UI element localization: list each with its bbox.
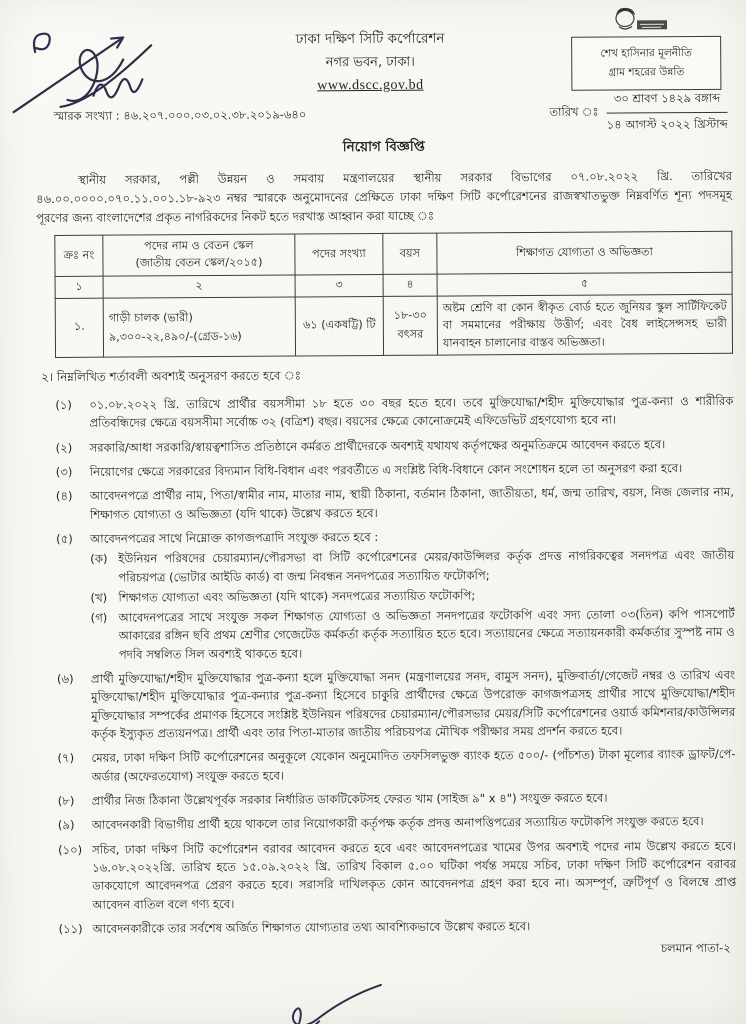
memo-number-line [54, 106, 307, 127]
table-row [55, 294, 732, 357]
slogan-line1: শেখ হাসিনার মূলনীতি [600, 47, 692, 60]
cell-post: গাড়ী চালক (ভারী) ৯,৩০০-২২,৪৯০/-(গ্রেড-১৬) [103, 297, 295, 357]
condition-item-9: (৯) আবেদনকারী বিভাগীয় প্রার্থী হয়ে থাকলে তার নিয়োগকারী কর্তৃপক্ষ কর্তৃক প্রদত্ত অনাপত্তিপত্রের সত্যায়িত ফটোকপি সংযুক্ত করতে হবে। [57, 814, 704, 833]
condition-item-3: (৩) নিয়োগের ক্ষেত্রে সরকারের বিদ্যমান বিধি-বিধান এবং পরবর্তীতে এ সংশ্লিষ্ট বিধি-বিধানে কোন সংশোধন হলে তা অনুসরণ করা হবে। [55, 461, 683, 479]
col-header-serial: ক্রঃ নং [55, 235, 103, 276]
vacancy-table [54, 231, 733, 358]
condition-item-8: (৮) প্রার্থীর নিজ ঠিকানা উল্লেখপূর্বক সরকার নির্ধারিত ডাকটিকেটসহ ফেরত খাম (সাইজ ৯" x ৪") সংযুক্ত করতে হবে। [57, 790, 608, 808]
col-header-qualification: শিক্ষাগত যোগ্যতা ও অভিজ্ঞতা [437, 232, 732, 274]
org-name: ঢাকা দক্ষিণ সিটি কর্পোরেশন [295, 30, 445, 48]
condition-5-sub-c: (গ) আবেদনপত্রের সাথে সংযুক্ত সকল শিক্ষাগত যোগ্যতা ও অভিজ্ঞতা সনদপত্রের ফটোকপি এবং সদ্য তোলা ০৩(তিন) কপি পাসপোর্ট আকারের রঙ্গিন ছবি প্রথম শ্রেণীর গেজেটেড কর্মকর্তা কর্তৃক সত্যায়িত হতে হবে। সত্যায়নের ক্ষেত্রে সত্যায়নকারী কর্মকর্তার সুস্পষ্ট নাম ও পদবি সম্বলিত সিল অবশ্যই থাকতে হবে। [90, 606, 735, 662]
section2-heading: ২। নিম্নলিখিত শর্তাবলী অবশ্যই অনুসরণ করতে হবে ঃ [41, 368, 302, 385]
memo-label: স্মারক সংখ্যা : [53, 108, 120, 123]
slogan-line2: গ্রাম শহরের উন্নতি [608, 65, 685, 79]
date-bangla: ৩০ শ্রাবণ ১৪২৯ বঙ্গাব্দ [607, 90, 728, 114]
memo-number: ৪৬.২০৭.০০০.০৩.০২.৩৮.২০১৯-৬৪০ [123, 107, 307, 123]
condition-item-10: (১০) সচিব, ঢাকা দক্ষিণ সিটি কর্পোরেশন বরাবর আবেদন করতে হবে এবং আবেদনপত্রের খামের উপর অবশ্যই পদের নাম উল্লেখ করতে হবে। ১৬.০৮.২০২২খ্রি. তারিখ হতে ১৫.০৯.২০২২ খ্রি. তারিখ বিকাল ৫.০০ ঘটিকা পর্যন্ত সময়ে সচিব, ঢাকা দক্ষিণ সিটি কর্পোরেশন বরাবর ডাকযোগে আবেদনপত্র প্রেরণ করতে হবে। সরাসরি দাখিলকৃত কোন আবেদনপত্র গ্রহণ করা হবে না। অসম্পূর্ণ, ত্রুটিপূর্ণ ও বিলম্বে প্রাপ্ত আবেদন বাতিল বলে গণ্য হবে। [58, 838, 737, 912]
page-title: নিয়োগ বিজ্ঞপ্তি [342, 138, 425, 156]
condition-item-1: (১) ০১.০৮.২০২২ খ্রি. তারিখে প্রার্থীর বয়সসীমা ১৮ হতে ৩০ বছর হতে হবে। তবে মুক্তিযোদ্ধা/শহীদ মুক্তিযোদ্ধার পুত্র-কন্যা ও শারীরিক প্রতিবন্ধিদের ক্ষেত্রে বয়সসীমা সর্বোচ্চ ৩২ (বত্রিশ) বছর। বয়সের ক্ষেত্রে কোনোক্রমেই এফিডেভিট গ্রহণযোগ্য হবে না। [55, 393, 734, 431]
sheikh-hasina-portrait-icon [609, 6, 673, 36]
condition-item-11: (১১) আবেদনকারীকে তার সর্বশেষ অর্জিত শিক্ষাগত যোগ্যতার তথ্য আবশ্যিকভাবে উল্লেখ করতে হবে। [58, 918, 531, 936]
slogan-box [571, 36, 721, 91]
condition-item-5: (৫) আবেদনপত্রের সাথে নিম্নোক্ত কাগজপত্রাদি সংযুক্ত করতে হবে : (ক) ইউনিয়ন পরিষদের চেয়ারম্যান/পৌরসভা বা সিটি কর্পোরেশনের মেয়র/কাউন্সিলর কর্তৃক প্রদত্ত নাগরিকত্বের সনদপত্র এবং জাতীয় পরিচয়পত্র (ভোটার আইডি কার্ড) বা জন্ম নিবন্ধন সনদপত্রের সত্যায়িত ফটোকপি; (খ) শিক্ষাগত যোগ্যতা এবং অভিজ্ঞতা (যদি থাকে) সনদপত্রের সত্যায়িত ফটোকপি; (গ) আবেদনপত্রের সাথে সংযুক্ত সকল শিক্ষাগত যোগ্যতা ও অভিজ্ঞতা সনদপত্রের ফটোকপি এবং সদ্য তোলা ০৩(তিন) কপি পাসপোর্ট আকারের রঙ্গিন ছবি প্রথম শ্রেণীর গেজেটেড কর্মকর্তা কর্তৃক সত্যায়িত হতে হবে। সত্যায়নের ক্ষেত্রে সত্যায়নকারী কর্মকর্তার সুস্পষ্ট নাম ও পদবি সম্বলিত সিল অবশ্যই থাকতে হবে। [56, 526, 735, 664]
condition-item-4: (৪) আবেদনপত্রে প্রার্থীর নাম, পিতা/স্বামীর নাম, মাতার নাম, স্থায়ী ঠিকানা, বর্তমান ঠিকানা, জাতীয়তা, ধর্ম, জন্ম তারিখ, বয়স, নিজ জেলার নাম, শিক্ষাগত যোগ্যতা ও অভিজ্ঞতা (যদি থাকে) উল্লেখ করতে হবে। [55, 485, 734, 522]
cell-serial: ১. [55, 298, 103, 357]
condition-5-sub-b: (খ) শিক্ষাগত যোগ্যতা এবং অভিজ্ঞতা (যদি থাকে) সনদপত্রের সত্যায়িত ফটোকপি; [90, 588, 476, 605]
emblem-block [571, 6, 722, 91]
condition-item-7: (৭) মেয়র, ঢাকা দক্ষিণ সিটি কর্পোরেশনের অনুকূলে যেকোন অনুমোদিত তফসিলভুক্ত ব্যাংক হতে ৫০০/- (পাঁচশত) টাকা মূল্যের ব্যাংক ড্রাফট/পে-অর্ডার (অফেরতযোগ) সংযুক্ত করতে হবে। [57, 747, 736, 784]
org-website: www.dscc.gov.bd [317, 78, 424, 94]
condition-item-6: (৬) প্রার্থী মুক্তিযোদ্ধা/শহীদ মুক্তিযোদ্ধার পুত্র-কন্যা হলে মুক্তিযোদ্ধা সনদ (মন্ত্রণালয়ের সনদ, বামুস সনদ), মুক্তিবার্তা/গেজেট নম্বর ও তারিখ এবং মুক্তিযোদ্ধা/শহীদ মুক্তিযোদ্ধার পুত্র-কন্যার পুত্র-কন্যা হিসেবে চাকুরি প্রার্থীদের ক্ষেত্রে উপরোক্ত কাগজপত্রসহ প্রার্থীর সাথে মুক্তিযোদ্ধা/শহীদ মুক্তিযোদ্ধার সম্পর্কের প্রমাণক হিসেবে সংশ্লিষ্ট ইউনিয়ন পরিষদের চেয়ারম্যান/পৌরসভার মেয়র/সিটি কর্পোরেশনের ওয়ার্ড কমিশনার/কাউন্সিলর কর্তৃক ইস্যুকৃত প্রত্যয়নপত্র। প্রার্থী এবং তার পিতা-মাতার জাতীয় পরিচয়পত্র মৌখিক পরীক্ষার সময় প্রদর্শন করতে হবে। [56, 667, 736, 741]
continuation-note: চলমান পাতা-২ [660, 940, 731, 956]
cell-qualification: অষ্টম শ্রেণি বা কোন স্বীকৃত বোর্ড হতে জুনিয়র স্কুল সার্টিফিকেট বা সমমানের পরীক্ষায় উত্তীর্ণ; এবং বৈধ লাইসেন্সসহ ভারী যানবাহন চালানোর বাস্তব অভিজ্ঞতা। [437, 294, 732, 355]
column-number-row: ১ ২ ৩ ৪ ৫ [55, 272, 732, 298]
cell-count: ৬১ (একষট্টি) টি [295, 296, 383, 356]
condition-item-2: (২) সরকারি/আধা সরকারি/স্বায়ত্বশাসিত প্রতিষ্ঠানে কর্মরত প্রার্থীদেরকে অবশ্যই যথাযথ কর্তৃপক্ষের অনুমতিক্রমে আবেদন করতে হবে। [55, 436, 666, 455]
date-label: তারিখ ঃ [549, 104, 599, 119]
intro-paragraph: স্থানীয় সরকার, পল্লী উন্নয়ন ও সমবায় মন্ত্রণালয়ের স্থানীয় সরকার বিভাগের ০৭.০৮.২০২২ খ্রি. তারিখের ৪৬.০০.০০০০.০৭০.১১.০০১.১৮-৯২৩ নম্বর স্মারকে অনুমোদনের প্রেক্ষিতে ঢাকা দক্ষিণ সিটি কর্পোরেশনের রাজস্বখাতভুক্ত নিম্নবর্ণিত শূন্য পদসমূহ পূরণের জন্য বাংলাদেশের প্রকৃত নাগরিকদের নিকট হতে দরখাস্ত আহ্বান করা যাচ্ছে ঃ [36, 168, 733, 225]
handwritten-footer-signature [259, 979, 389, 1024]
date-gregorian: ১৪ আগস্ট ২০২২ খ্রিস্টাব্দ [606, 116, 728, 132]
col-header-count: পদের সংখ্যা [295, 234, 383, 275]
cell-age: ১৮-৩০ বৎসর [383, 296, 437, 355]
condition-5-sub-a: (ক) ইউনিয়ন পরিষদের চেয়ারম্যান/পৌরসভা বা সিটি কর্পোরেশনের মেয়র/কাউন্সিলর কর্তৃক প্রদত্ত নাগরিকত্বের সনদপত্র এবং জাতীয় পরিচয়পত্র (ভোটার আইডি কার্ড) বা জন্ম নিবন্ধন সনদপত্রের সত্যায়িত ফটোকপি; [90, 547, 735, 585]
org-address: নগর ভবন, ঢাকা। [325, 54, 415, 70]
date-block [549, 90, 727, 136]
table-header-row [55, 232, 732, 277]
document-body [36, 134, 738, 1024]
col-header-age: বয়স [383, 233, 437, 274]
col-header-post: পদের নাম ও বেতন স্কেল (জাতীয় বেতন স্কেল/২০১৫) [103, 234, 295, 276]
